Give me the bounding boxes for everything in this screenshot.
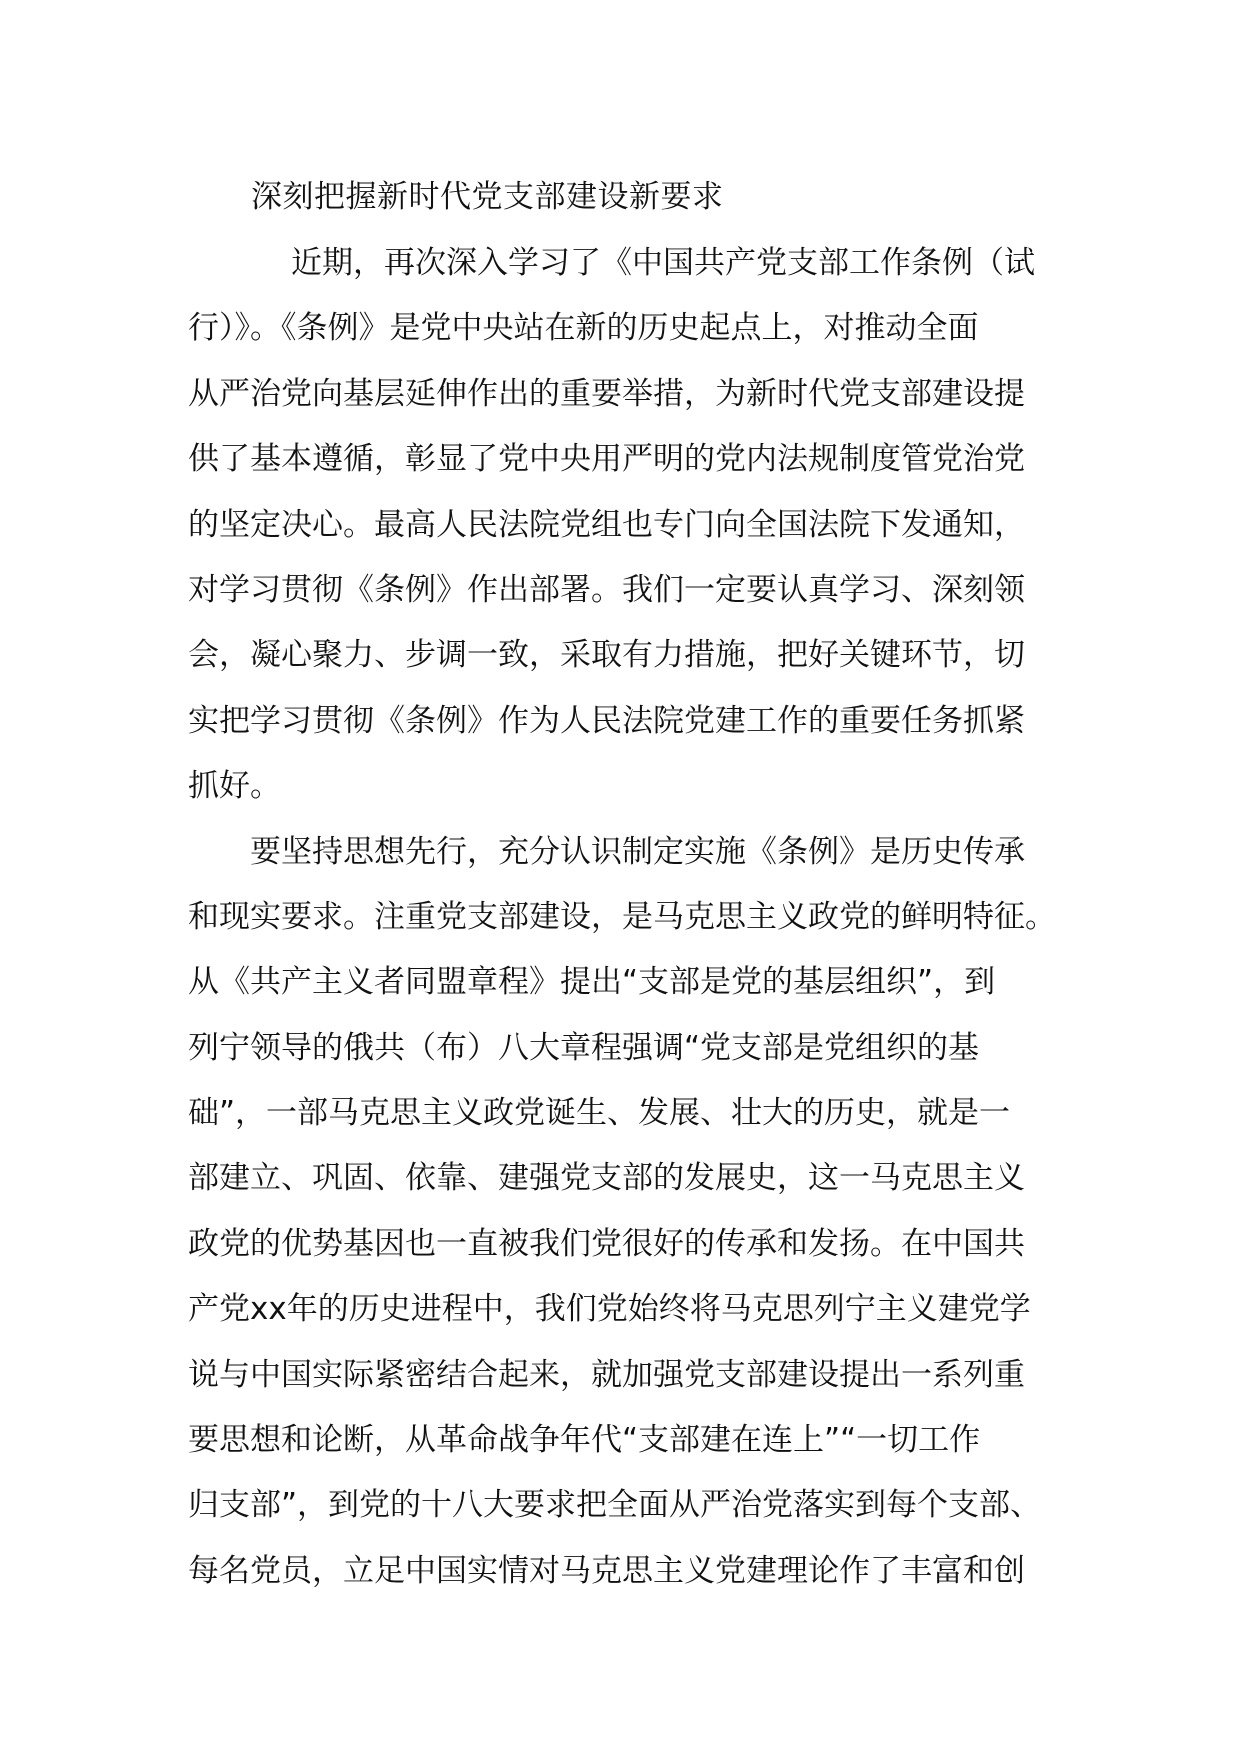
text-line: 的坚定决心。最高人民法院党组也专门向全国法院下发通知， [188, 506, 1025, 543]
text-line: 对学习贯彻《条例》作出部署。我们一定要认真学习、深刻领 [188, 571, 1025, 608]
text-line: 会，凝心聚力、步调一致，采取有力措施，把好关键环节，切 [188, 637, 1025, 674]
text-line: 产党xx年的历史进程中，我们党始终将马克思列宁主义建党学 [188, 1291, 1031, 1328]
text-line: 归支部”，到党的十八大要求把全面从严治党落实到每个支部、 [188, 1487, 1042, 1524]
text-line: 从严治党向基层延伸作出的重要举措，为新时代党支部建设提 [188, 375, 1025, 412]
text-line: 说与中国实际紧密结合起来，就加强党支部建设提出一系列重 [188, 1356, 1025, 1393]
text-line: 要坚持思想先行，充分认识制定实施《条例》是历史传承 [250, 833, 1025, 870]
text-line: 行）》。《条例》是党中央站在新的历史起点上，对推动全面 [188, 310, 979, 347]
text-line: 近期，再次深入学习了《中国共产党支部工作条例（试 [291, 245, 1035, 281]
text-line: 和现实要求。注重党支部建设，是马克思主义政党的鲜明特征。 [188, 898, 1056, 935]
text-line: 供了基本遵循，彰显了党中央用严明的党内法规制度管党治党 [188, 441, 1025, 478]
text-line: 从《共产主义者同盟章程》提出“支部是党的基层组织”，到 [188, 964, 996, 1001]
text-line: 抓好。 [188, 768, 281, 805]
text-line: 列宁领导的俄共（布）八大章程强调“党支部是党组织的基 [188, 1029, 980, 1066]
document-body [188, 231, 1068, 1604]
text-line: 础”，一部马克思主义政党诞生、发展、壮大的历史，就是一 [188, 1095, 1011, 1132]
text-line: 实把学习贯彻《条例》作为人民法院党建工作的重要任务抓紧 [188, 702, 1025, 739]
text-line: 政党的优势基因也一直被我们党很好的传承和发扬。在中国共 [188, 1225, 1025, 1262]
text-line: 每名党员，立足中国实情对马克思主义党建理论作了丰富和创 [188, 1552, 1025, 1589]
text-line: 部建立、巩固、依靠、建强党支部的发展史，这一马克思主义 [188, 1160, 1025, 1197]
text-line: 要思想和论断，从革命战争年代“支部建在连上”“一切工作 [188, 1422, 981, 1459]
document-title: 深刻把握新时代党支部建设新要求 [251, 179, 724, 215]
paragraph-1 [188, 231, 1068, 820]
paragraph-2 [188, 820, 1068, 1605]
